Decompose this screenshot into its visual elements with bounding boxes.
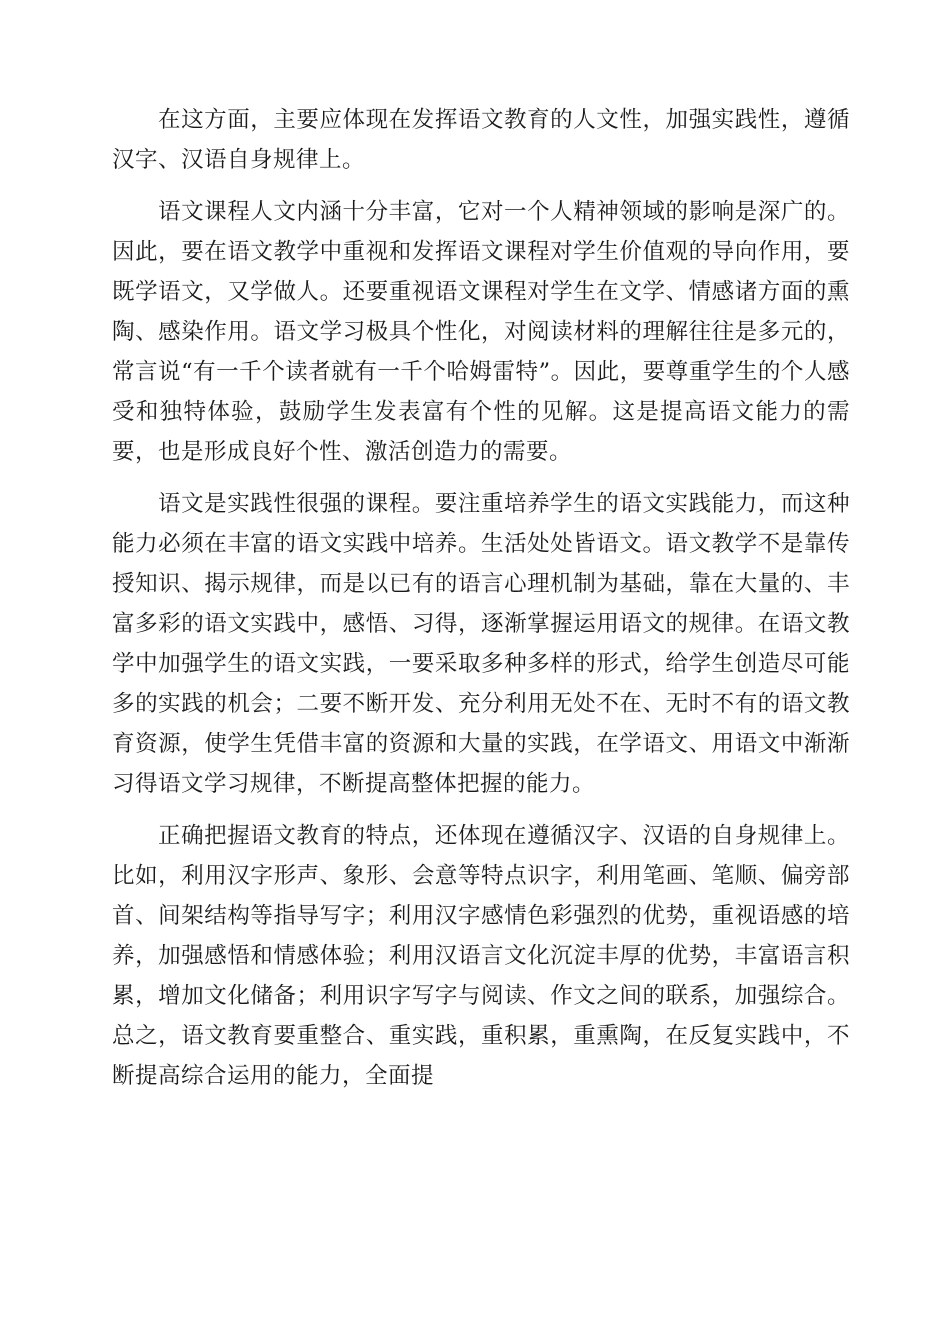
paragraph-1: 在这方面，主要应体现在发挥语文教育的人文性，加强实践性，遵循汉字、汉语自身规律上。 [112, 107, 850, 173]
paragraph-3: 语文是实践性很强的课程。要注重培养学生的语文实践能力，而这种能力必须在丰富的语文实践中培养。生活处处皆语文。语文教学不是靠传授知识、揭示规律，而是以已有的语言心理机制为基础，靠在大量的、丰富多彩的语文实践中，感悟、习得，逐渐掌握运用语文的规律。在语文教学中加强学生的语文实践，一要采取多种多样的形式，给学生创造尽可能多的实践的机会；二要不断开发、充分利用无处不在、无时不有的语文教育资源，使学生凭借丰富的资源和大量的实践，在学语文、用语文中渐渐习得语文学习规律，不断提高整体把握的能力。 [112, 491, 850, 797]
document-body [112, 100, 850, 1108]
paragraph-2: 语文课程人文内涵十分丰富，它对一个人精神领域的影响是深广的。因此，要在语文教学中重视和发挥语文课程对学生价值观的导向作用，要既学语文，又学做人。还要重视语文课程对学生在文学、情感诸方面的熏陶、感染作用。语文学习极具个性化，对阅读材料的理解往往是多元的，常言说“有一千个读者就有一千个哈姆雷特”。因此，要尊重学生的个人感受和独特体验，鼓励学生发表富有个性的见解。这是提高语文能力的需要，也是形成良好个性、激活创造力的需要。 [112, 199, 850, 465]
paragraph-4: 正确把握语文教育的特点，还体现在遵循汉字、汉语的自身规律上。比如，利用汉字形声、象形、会意等特点识字，利用笔画、笔顺、偏旁部首、间架结构等指导写字；利用汉字感情色彩强烈的优势，重视语感的培养，加强感悟和情感体验；利用汉语言文化沉淀丰厚的优势，丰富语言积累，增加文化储备；利用识字写字与阅读、作文之间的联系，加强综合。总之，语文教育要重整合、重实践，重积累，重熏陶，在反复实践中，不断提高综合运用的能力，全面提 [112, 823, 850, 1089]
